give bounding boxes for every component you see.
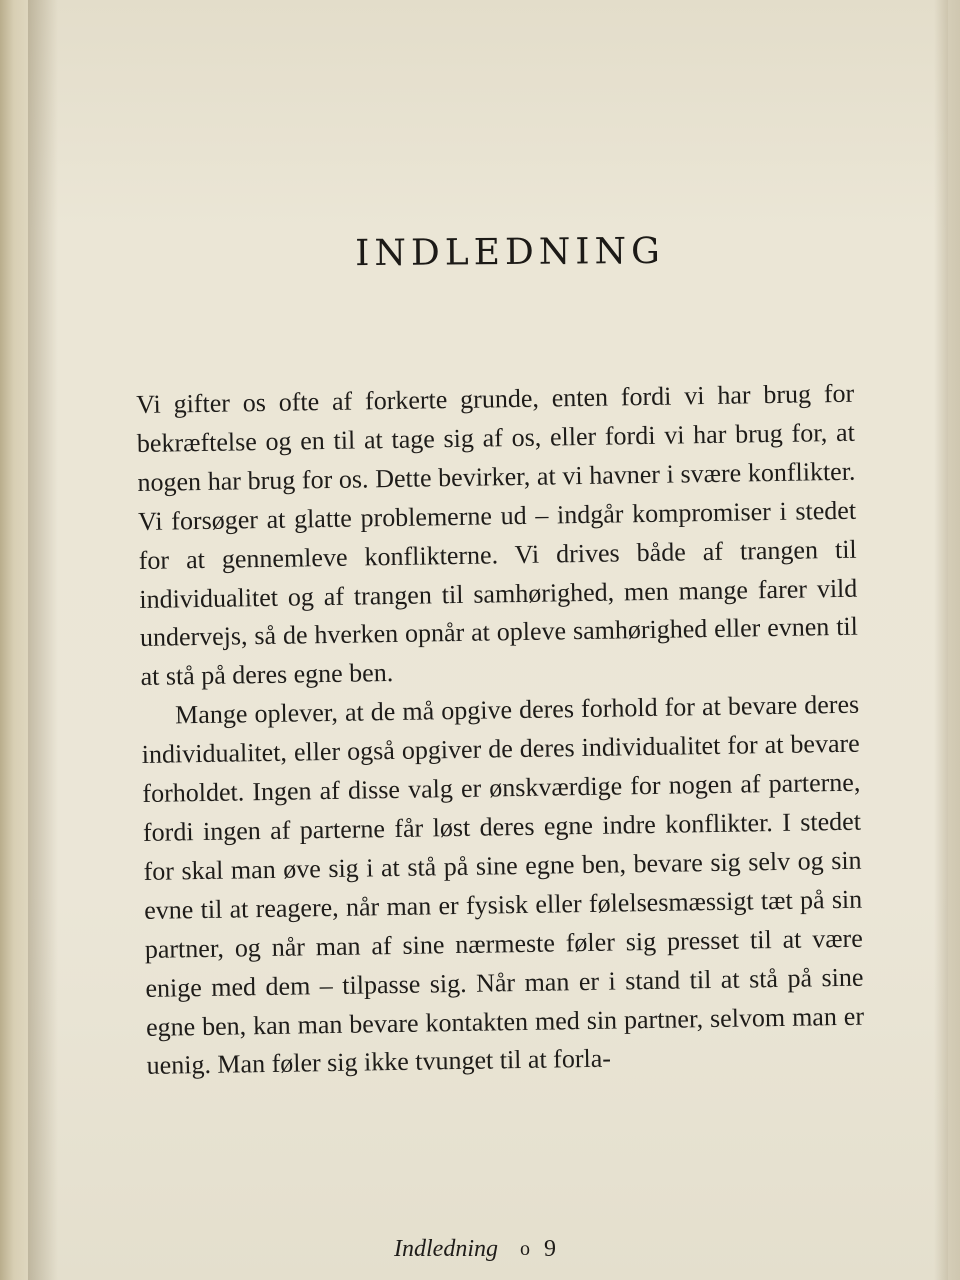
body-text (136, 375, 865, 1087)
page-gutter-shadow (28, 0, 58, 1280)
chapter-title: INDLEDNING (355, 230, 665, 275)
paragraph-1: Vi gifter os ofte af forkerte grunde, enten fordi vi har brug for bekræftelse og en til at tage sig af os, eller fordi vi har brug for, at nogen har brug for os. Dette bevirker, at vi havner i svære konflikter. Vi forsøger at glatte problemerne ud – indgår kompromiser i stedet for at gennemleve konflikterne. Vi drives både af trangen til individualitet og af trangen til samhørighed, men mange farer vild undervejs, så de hverken opnår at opleve samhørighed eller evnen til at stå på deres egne ben. (136, 378, 859, 692)
page-footer (394, 1236, 654, 1263)
ornament-icon: ο (519, 1238, 530, 1260)
running-title: Indledning (394, 1236, 498, 1262)
paragraph-2: Mange oplever, at de må opgive deres forhold for at bevare deres individualitet, eller også opgiver de deres individualitet for at bevare forholdet. Ingen af disse valg er ønskværdige for nogen af parterne, fordi ingen af parterne får løst deres egne indre konflikter. I stedet for skal man øve sig i at stå på sine egne ben, bevare sig selv og sin evne til at reagere, når man er fysisk eller følelsesmæssigt tæt på sin partner, og når man af sine nærmeste føler sig presset til at være enige med dem – tilpasse sig. Når man er i stand til at stå på sine egne ben, kan man bevare kontakten med sin partner, selvom man er uenig. Man føler sig ikke tvunget til at forla- (141, 689, 865, 1081)
page-number: 9 (543, 1236, 556, 1262)
page-edge-shadow (934, 0, 948, 1280)
